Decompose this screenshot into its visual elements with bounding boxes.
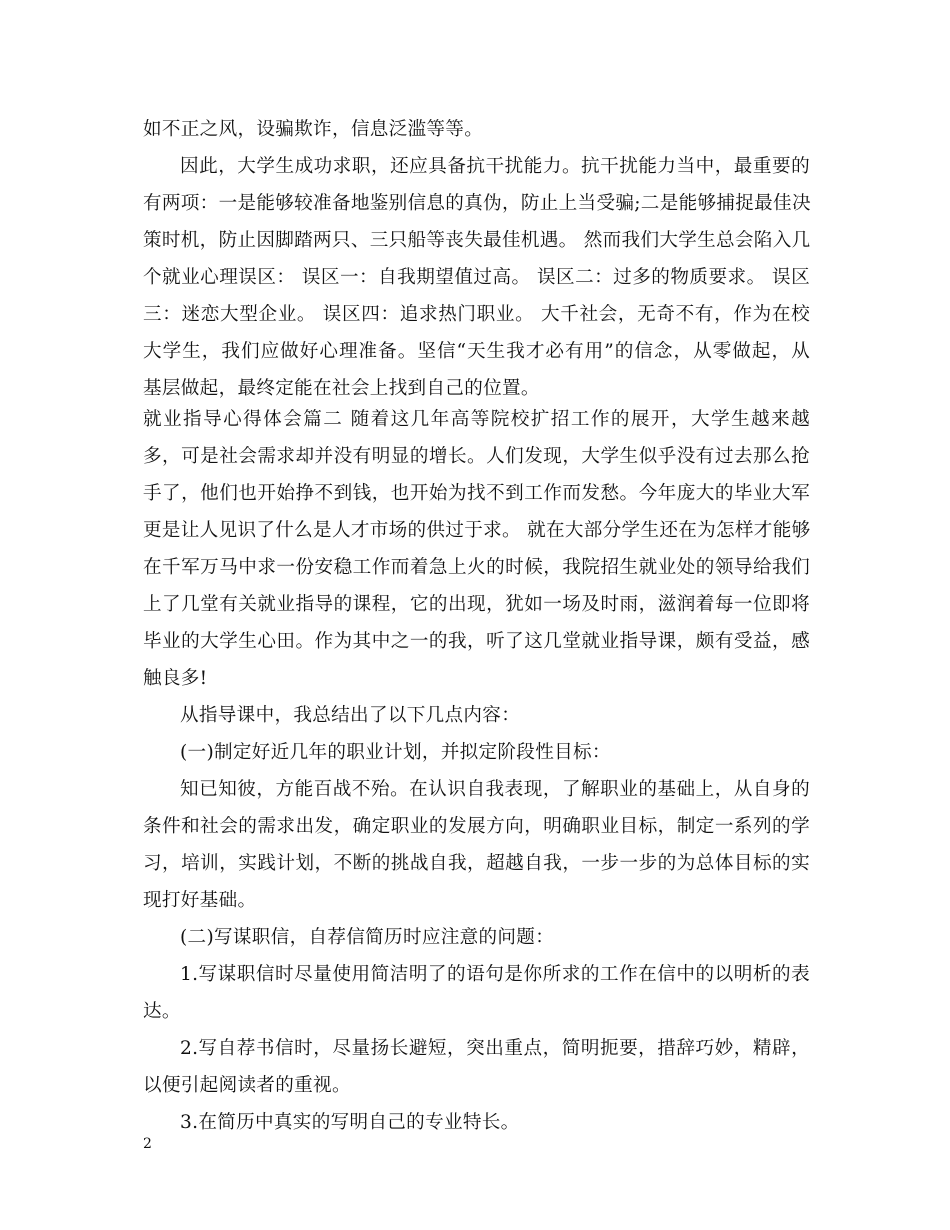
text-line: 有两项：一是能够较准备地鉴别信息的真伪，防止上当受骗;二是能够捕捉最佳决 (143, 193, 811, 214)
text-line: 达。 (143, 1001, 181, 1022)
text-line: 条件和社会的需求出发，确定职业的发展方向，明确职业目标，制定一系列的学 (143, 816, 810, 837)
text-line: 以便引起阅读者的重视。 (143, 1075, 351, 1096)
list-item: 1.写谋职信时尽量使用简洁明了的语句是你所求的工作在信中的以明析的表 (180, 964, 810, 985)
text-line: 毕业的大学生心田。作为其中之一的我，听了这几堂就业指导课，颇有受益，感 (143, 631, 810, 652)
text-line: 现打好基础。 (143, 890, 257, 911)
text-line: 在千军万马中求一份安稳工作而着急上火的时候，我院招生就业处的领导给我们 (143, 557, 810, 578)
text-line: 上了几堂有关就业指导的课程，它的出现，犹如一场及时雨，滋润着每一位即将 (143, 594, 810, 615)
text-line: 基层做起，最终定能在社会上找到自己的位置。 (143, 378, 540, 399)
text-line: 策时机，防止因脚踏两只、三只船等丧失最佳机遇。 然而我们大学生总会陷入几 (143, 230, 811, 251)
text-line: 因此，大学生成功求职，还应具备抗干扰能力。抗干扰能力当中，最重要的 (180, 156, 810, 177)
text-line: 多，可是社会需求却并没有明显的增长。人们发现，大学生似乎没有过去那么抢 (143, 446, 810, 467)
list-item: 2.写自荐书信时，尽量扬长避短，突出重点，简明扼要，措辞巧妙，精辟， (180, 1038, 810, 1059)
text-line: 个就业心理误区： 误区一：自我期望值过高。 误区二：过多的物质要求。 误区 (143, 267, 810, 288)
text-line: 手了，他们也开始挣不到钱，也开始为找不到工作而发愁。今年庞大的毕业大军 (143, 483, 810, 504)
text-line: 大学生，我们应做好心理准备。坚信“天生我才必有用”的信念，从零做起，从 (143, 341, 810, 362)
list-heading: (二)写谋职信，自荐信简历时应注意的问题： (180, 927, 555, 948)
text-line: 三：迷恋大型企业。 误区四：追求热门职业。 大千社会，无奇不有，作为在校 (143, 304, 810, 325)
text-line: 如不正之风，设骗欺诈，信息泛滥等等。 (143, 119, 484, 140)
list-item: 3.在简历中真实的写明自己的专业特长。 (180, 1112, 520, 1133)
page-number: 2 (143, 1136, 152, 1152)
text-line: 知已知彼，方能百战不殆。在认识自我表现，了解职业的基础上，从自身的 (180, 779, 810, 800)
text-line: 更是让人见识了什么是人才市场的供过于求。 就在大部分学生还在为怎样才能够 (143, 520, 811, 541)
list-heading: (一)制定好近几年的职业计划，并拟定阶段性目标： (180, 742, 611, 763)
text-line: 习，培训，实践计划，不断的挑战自我，超越自我，一步一步的为总体目标的实 (143, 853, 810, 874)
section-heading-line: 就业指导心得体会篇二 随着这几年高等院校扩招工作的展开，大学生越来越 (143, 409, 810, 430)
text-line: 从指导课中，我总结出了以下几点内容： (180, 705, 521, 726)
text-line: 触良多! (143, 668, 208, 689)
